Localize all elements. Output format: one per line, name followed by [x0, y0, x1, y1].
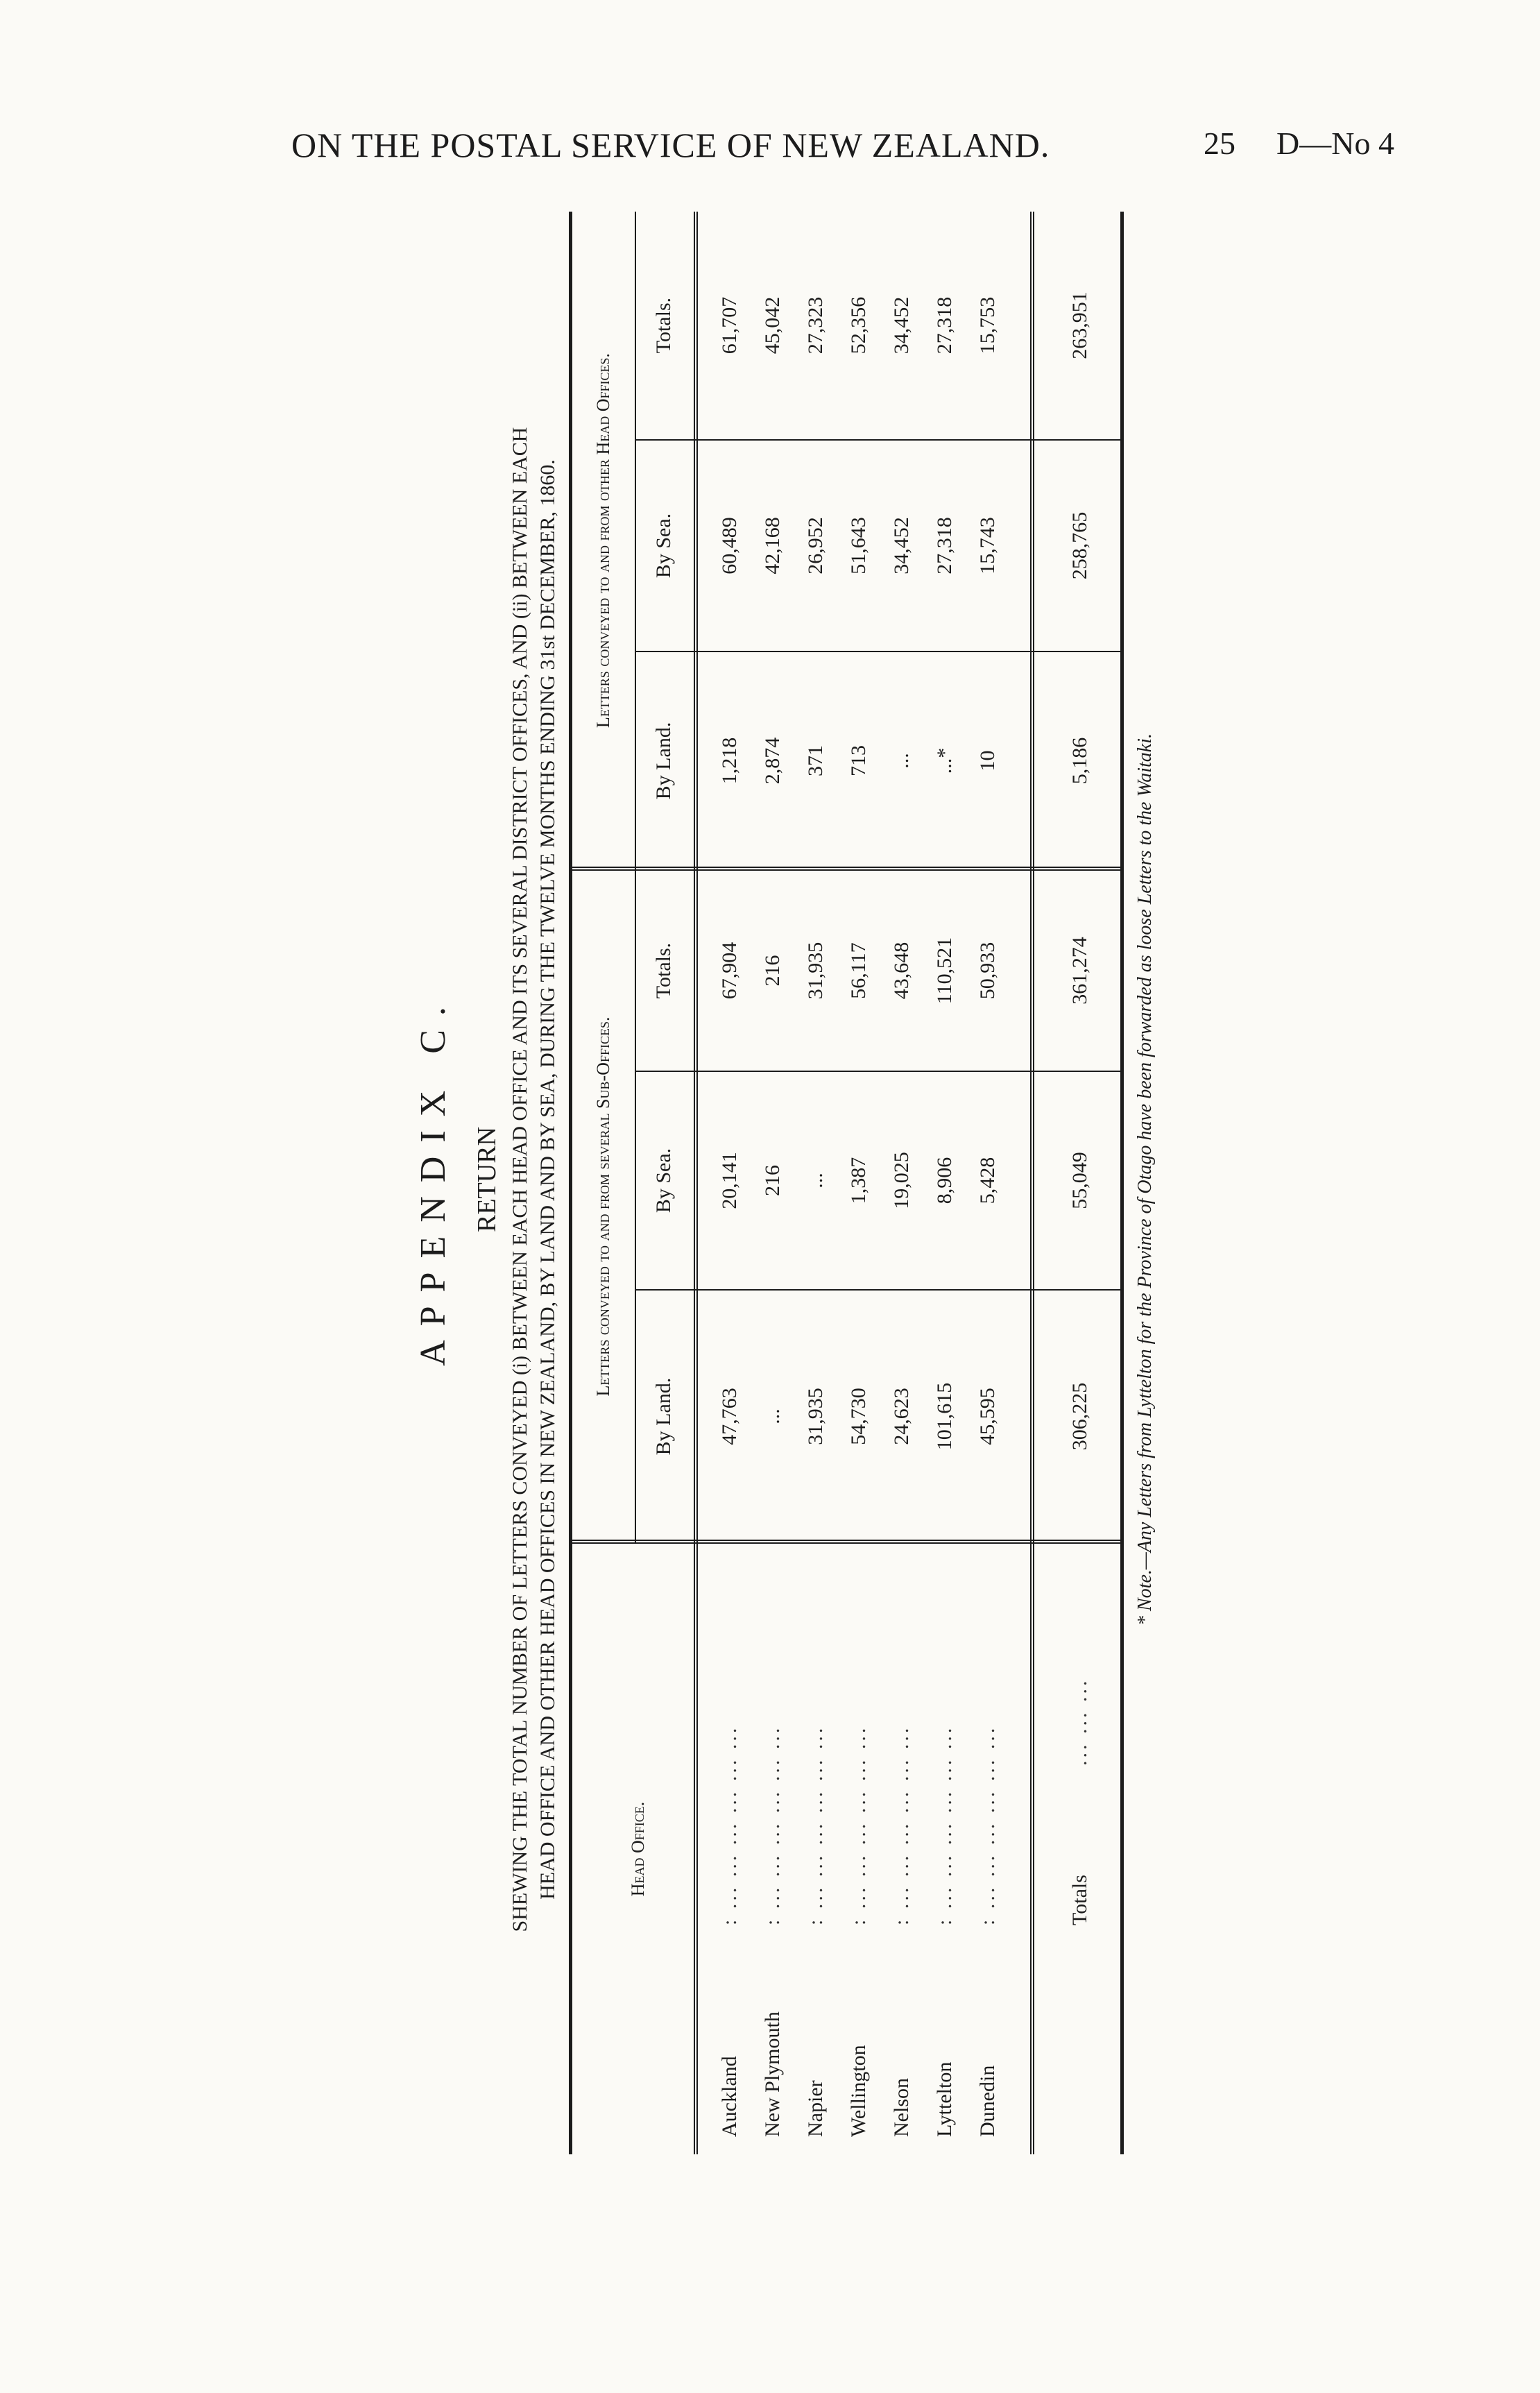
total-sub-total: 361,274	[1068, 937, 1091, 1005]
leader-dots: : ... ... ... ... ... ...	[761, 1725, 784, 1925]
subheader-totals: Totals.	[652, 942, 675, 999]
document-reference: D—No 4	[1276, 126, 1394, 161]
cell-sub-total: 110,521	[933, 937, 956, 1005]
subheader-by-land: By Land.	[652, 722, 675, 800]
cell-sub-land: 47,763	[718, 1388, 741, 1445]
cell-head-total: 27,318	[933, 296, 956, 355]
leader-dots: : ... ... ... ... ... ...	[890, 1725, 913, 1925]
rotated-appendix-block	[406, 198, 1169, 2161]
office-name: New Plymouth	[761, 2011, 784, 2137]
appendix-title: APPENDIX C.	[413, 993, 453, 1366]
subheader-totals: Totals.	[652, 297, 675, 354]
leader-dots: ... ... ...	[1068, 1678, 1091, 1766]
cell-head-total: 61,707	[718, 296, 741, 355]
cell-head-land: ...*	[933, 747, 956, 774]
cell-sub-total: 31,935	[804, 942, 827, 1000]
cell-head-land: ...	[890, 753, 913, 769]
cell-sub-sea: 216	[761, 1165, 784, 1196]
leader-dots: : ... ... ... ... ... ...	[847, 1725, 870, 1925]
cell-sub-land: 45,595	[976, 1388, 999, 1445]
cell-sub-land: 24,623	[890, 1388, 913, 1445]
column-divider	[635, 1071, 1120, 1072]
office-name: Lyttelton	[933, 2061, 956, 2137]
subheader-by-sea: By Sea.	[652, 1148, 675, 1213]
group-header-rule	[635, 871, 636, 1542]
cell-sub-total: 50,933	[976, 942, 999, 1000]
leader-dots: : ... ... ... ... ... ...	[976, 1725, 999, 1925]
column-divider	[635, 651, 1120, 652]
cell-head-total: 52,356	[847, 296, 870, 355]
cell-head-sea: 60,489	[718, 517, 741, 574]
page-number: 25	[1204, 126, 1235, 161]
cell-sub-total: 67,904	[718, 942, 741, 1000]
cell-sub-sea: ...	[804, 1173, 827, 1189]
cell-sub-sea: 20,141	[718, 1152, 741, 1209]
cell-sub-land: ...	[761, 1408, 784, 1424]
subheader-by-sea: By Sea.	[652, 513, 675, 579]
totals-rule	[1030, 212, 1034, 2154]
cell-head-sea: 51,643	[847, 517, 870, 574]
leader-dots: : ... ... ... ... ... ...	[718, 1725, 741, 1925]
group-header-other-head-offices: Letters conveyed to and from other Head Offices.	[593, 352, 613, 729]
description-line-2: HEAD OFFICE AND OTHER HEAD OFFICES IN NEW ZEALAND, BY LAND AND BY SEA, DURING THE TWELVE MONTHS ENDING 31st DECEMBER, 1860.	[536, 459, 559, 1900]
footnote: * Note.—Any Letters from Lyttelton for the Province of Otago have been forwarded as loose Letters to the Waitaki.	[1134, 733, 1156, 1626]
cell-sub-sea: 1,387	[847, 1157, 870, 1204]
cell-sub-land: 31,935	[804, 1388, 827, 1445]
leader-dots: : ... ... ... ... ... ...	[804, 1725, 827, 1925]
column-divider	[635, 1289, 1120, 1291]
cell-head-sea: 34,452	[890, 517, 913, 574]
cell-head-total: 27,323	[804, 296, 827, 355]
letters-table	[569, 212, 1124, 2154]
page-header	[291, 125, 1415, 180]
head-office-header: Head Office.	[628, 1801, 648, 1897]
cell-head-land: 1,218	[718, 737, 741, 785]
group-header-rule	[635, 212, 636, 869]
cell-head-total: 15,753	[976, 296, 999, 355]
return-label: RETURN	[472, 1127, 502, 1232]
cell-head-sea: 42,168	[761, 517, 784, 574]
cell-head-sea: 15,743	[976, 517, 999, 574]
cell-head-land: 371	[804, 745, 827, 776]
subheader-by-land: By Land.	[652, 1377, 675, 1456]
cell-sub-sea: 19,025	[890, 1152, 913, 1209]
cell-sub-total: 216	[761, 955, 784, 987]
office-name: Nelson	[890, 2078, 913, 2137]
cell-head-land: 2,874	[761, 737, 784, 785]
cell-head-total: 34,452	[890, 296, 913, 355]
total-sub-land: 306,225	[1068, 1382, 1091, 1451]
cell-sub-land: 101,615	[933, 1382, 956, 1451]
cell-head-sea: 27,318	[933, 517, 956, 574]
leader-dots: : ... ... ... ... ... ...	[933, 1725, 956, 1925]
office-name: Auckland	[718, 2056, 741, 2137]
cell-head-land: 713	[847, 745, 870, 776]
office-name: Wellington	[847, 2045, 870, 2137]
totals-label: Totals	[1068, 1875, 1091, 1925]
total-head-total: 263,951	[1068, 291, 1091, 359]
cell-head-land: 10	[976, 750, 999, 772]
group-header-sub-offices: Letters conveyed to and from several Sub-Offices.	[593, 1016, 613, 1397]
office-name: Dunedin	[976, 2065, 999, 2137]
total-sub-sea: 55,049	[1068, 1152, 1091, 1209]
cell-sub-land: 54,730	[847, 1388, 870, 1445]
cell-sub-sea: 5,428	[976, 1157, 999, 1204]
office-name: Napier	[804, 2080, 827, 2137]
cell-head-total: 45,042	[761, 296, 784, 355]
header-rule	[694, 212, 698, 2154]
total-head-sea: 258,765	[1068, 511, 1091, 580]
column-divider	[635, 439, 1120, 441]
running-title: ON THE POSTAL SERVICE OF NEW ZEALAND.	[291, 126, 1050, 164]
cell-sub-total: 43,648	[890, 942, 913, 1000]
total-head-land: 5,186	[1068, 737, 1091, 785]
cell-head-sea: 26,952	[804, 517, 827, 574]
description-line-1: SHEWING THE TOTAL NUMBER OF LETTERS CONVEYED (i) BETWEEN EACH HEAD OFFICE AND ITS SEVERAL DISTRICT OFFICES, AND (ii) BETWEEN EACH	[508, 427, 531, 1932]
cell-sub-total: 56,117	[847, 942, 870, 999]
return-description	[506, 198, 562, 2161]
cell-sub-sea: 8,906	[933, 1157, 956, 1204]
